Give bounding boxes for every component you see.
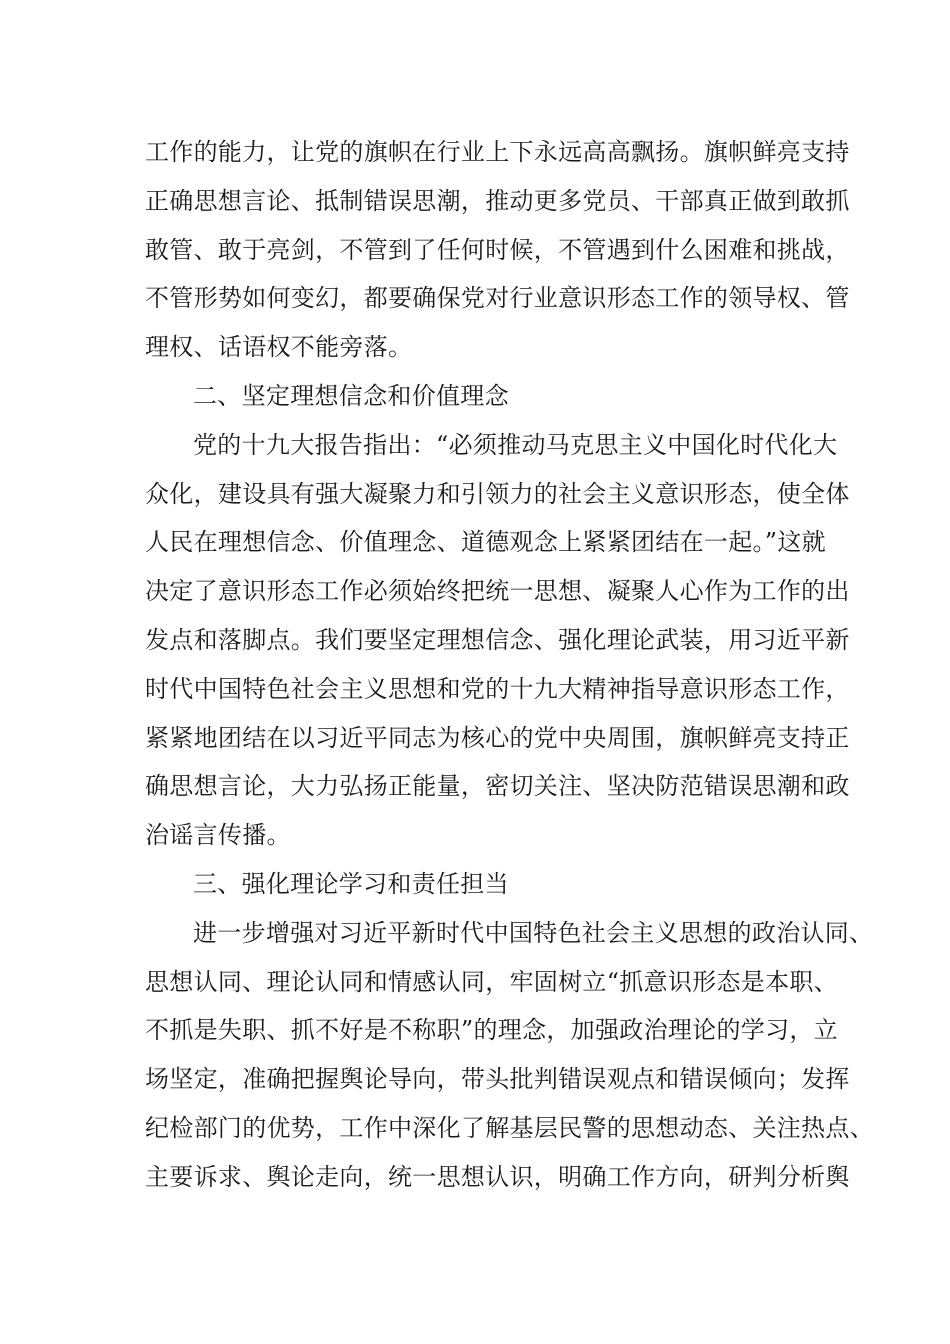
- paragraph-first-line: 进一步增强对习近平新时代中国特色社会主义思想的政治认同、: [193, 918, 874, 947]
- text-line: 确思想言论，大力弘扬正能量，密切关注、坚决防范错误思潮和政: [145, 772, 850, 801]
- text-line: 治谣言传播。: [145, 821, 291, 850]
- text-line: 众化，建设具有强大凝聚力和引领力的社会主义意识形态，使全体: [145, 479, 850, 508]
- section-heading-2: 二、坚定理想信念和价值理念: [193, 381, 509, 410]
- section-heading-3: 三、强化理论学习和责任担当: [193, 869, 509, 898]
- body-text: [145, 128, 874, 1202]
- text-line: 发点和落脚点。我们要坚定理想信念、强化理论武装，用习近平新: [145, 625, 850, 654]
- text-line: 主要诉求、舆论走向，统一思想认识，明确工作方向，研判分析舆: [145, 1162, 850, 1191]
- text-line: 思想认同、理论认同和情感认同，牢固树立“抓意识形态是本职、: [145, 967, 838, 996]
- text-line: 紧紧地团结在以习近平同志为核心的党中央周围，旗帜鲜亮支持正: [145, 723, 850, 752]
- text-line: 敢管、敢于亮剑，不管到了任何时候，不管遇到什么困难和挑战，: [145, 235, 850, 264]
- text-line: 时代中国特色社会主义思想和党的十九大精神指导意识形态工作，: [145, 674, 850, 703]
- text-line: 人民在理想信念、价值理念、道德观念上紧紧团结在一起。”这就: [145, 528, 826, 557]
- text-line: 不管形势如何变幻，都要确保党对行业意识形态工作的领导权、管: [145, 284, 850, 313]
- text-line: 理权、话语权不能旁落。: [145, 333, 413, 362]
- text-line: 决定了意识形态工作必须始终把统一思想、凝聚人心作为工作的出: [145, 577, 850, 606]
- text-line: 工作的能力，让党的旗帜在行业上下永远高高飘扬。旗帜鲜亮支持: [145, 138, 850, 166]
- paragraph-first-line: 党的十九大报告指出：“必须推动马克思主义中国化时代化大: [193, 430, 838, 459]
- text-line: 纪检部门的优势，工作中深化了解基层民警的思想动态、关注热点、: [145, 1113, 874, 1142]
- text-line: 不抓是失职、抓不好是不称职”的理念，加强政治理论的学习，立: [145, 1016, 838, 1045]
- text-line: 场坚定，准确把握舆论导向，带头批判错误观点和错误倾向；发挥: [145, 1065, 850, 1094]
- text-line: 正确思想言论、抵制错误思潮，推动更多党员、干部真正做到敢抓: [145, 186, 850, 215]
